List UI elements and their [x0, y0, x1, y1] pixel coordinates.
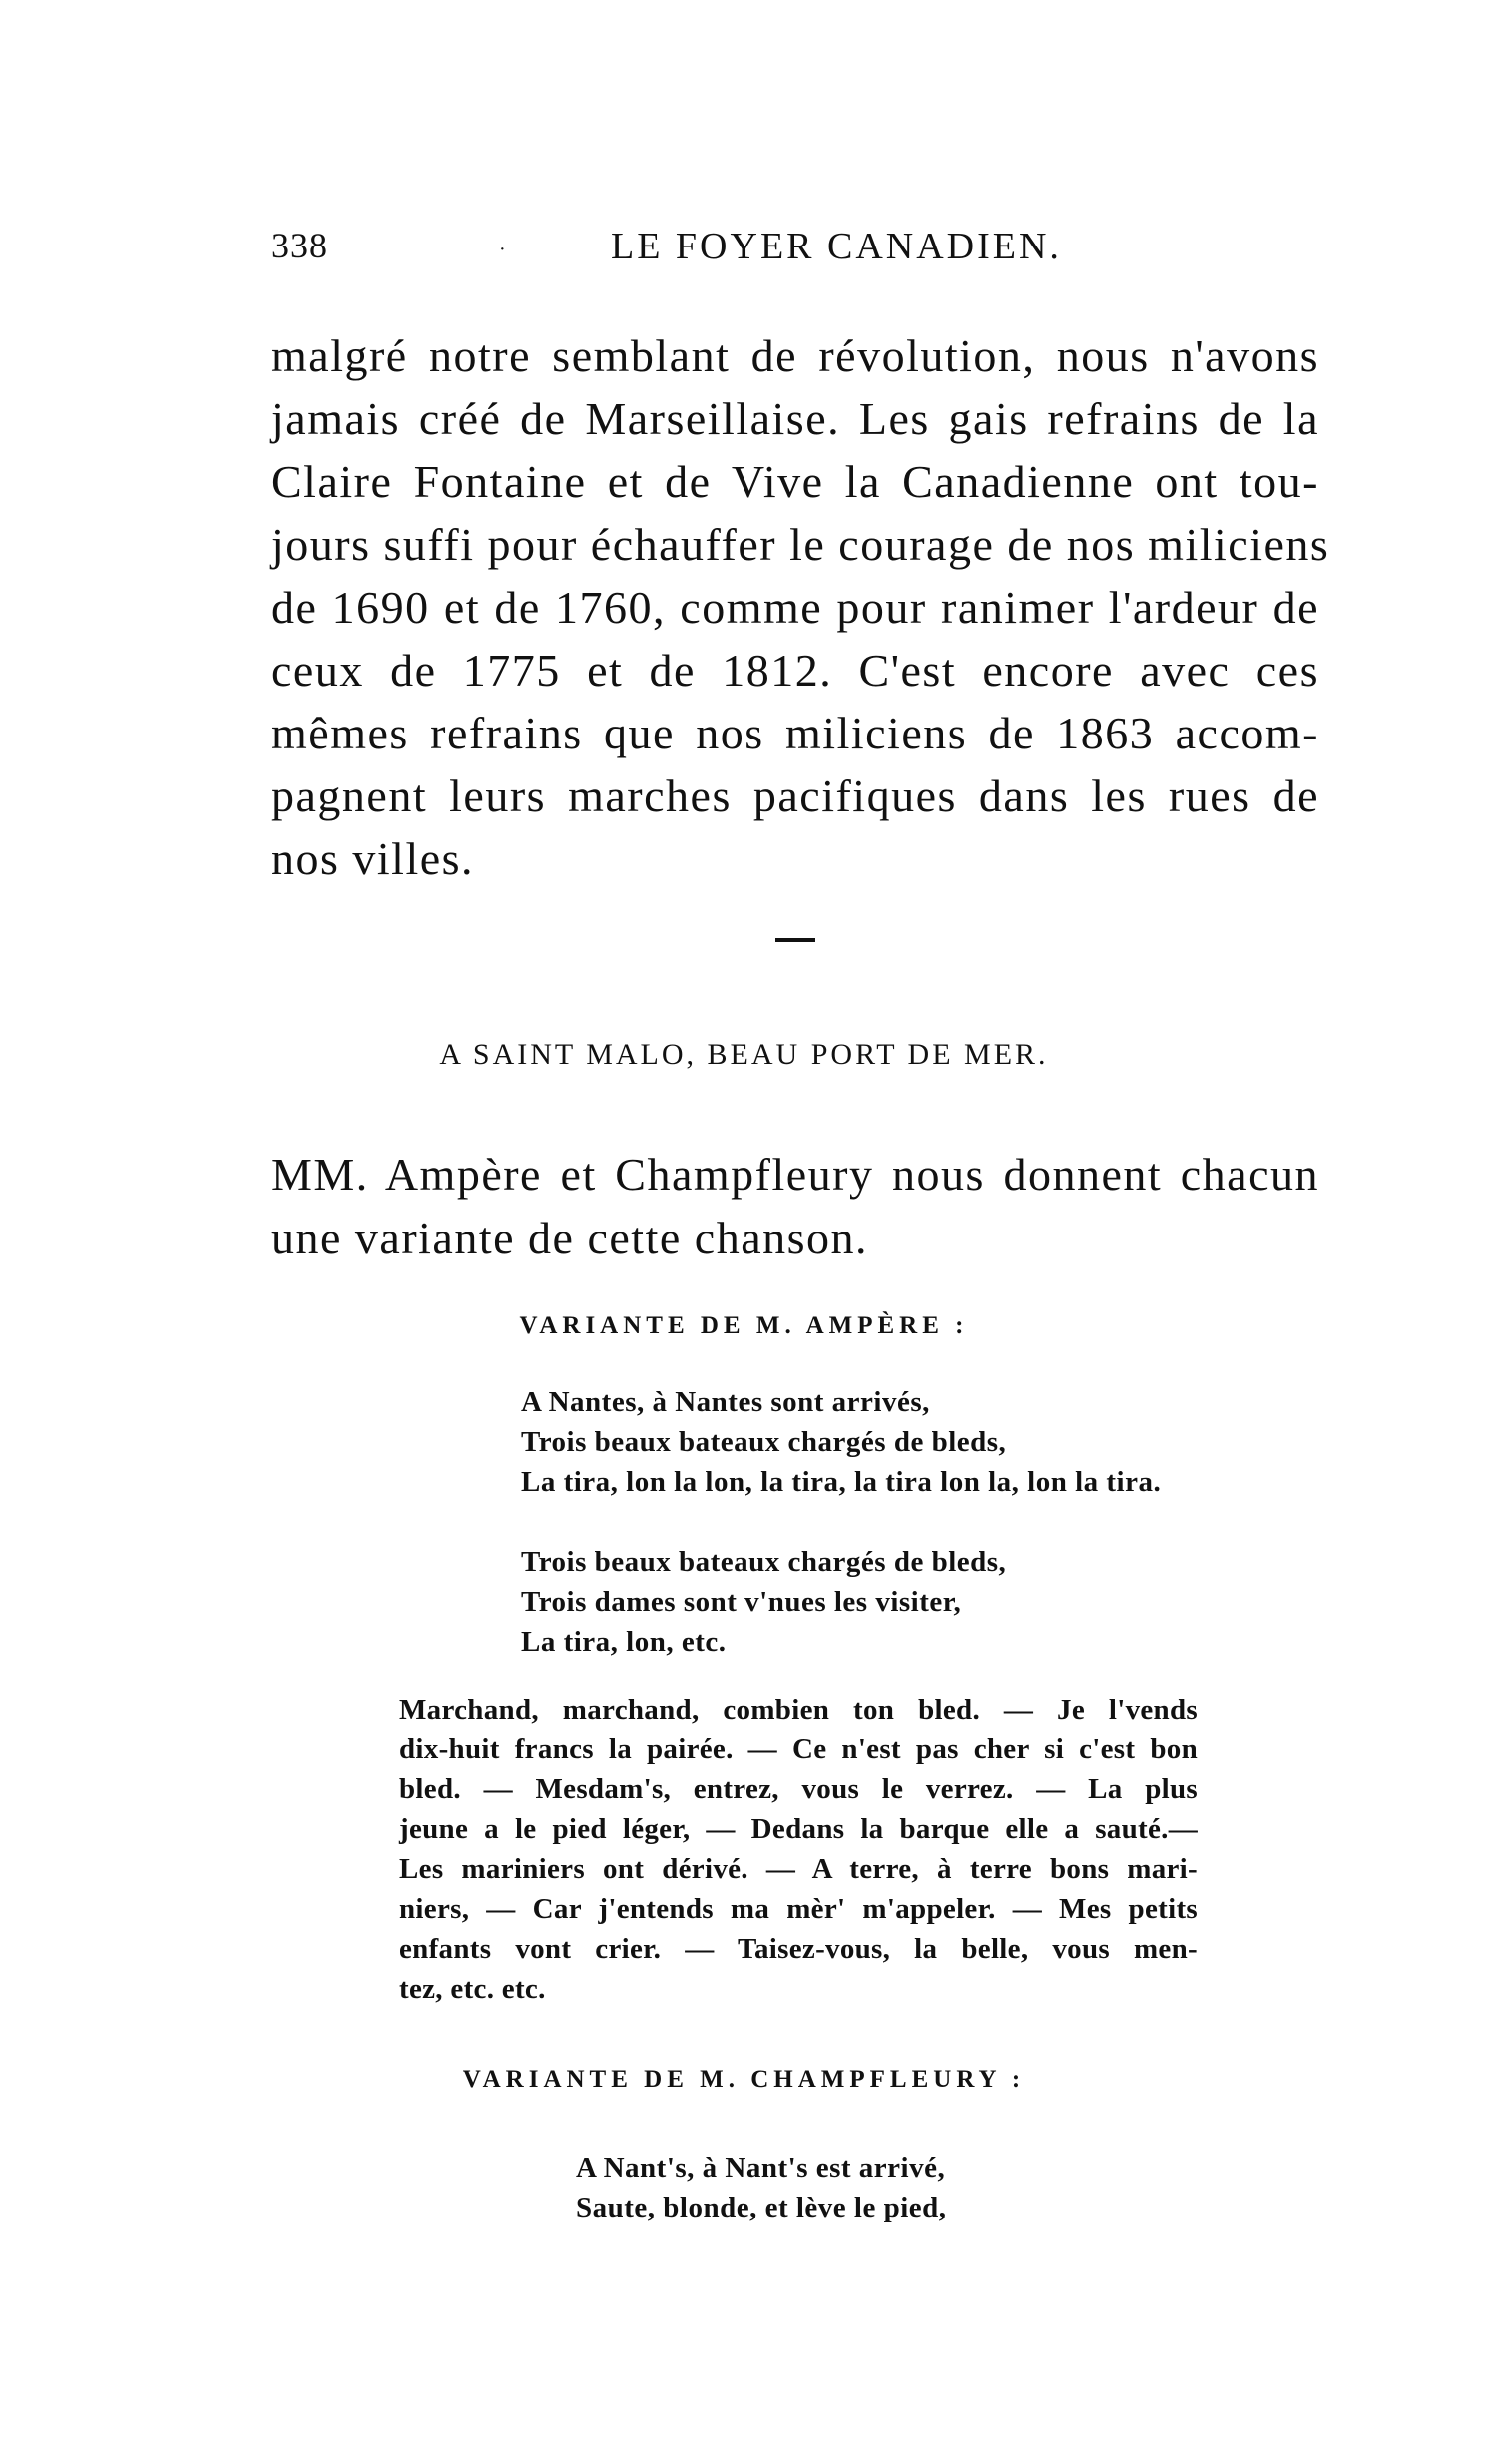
variant-ampere-heading: VARIANTE DE M. AMPÈRE : — [519, 1312, 969, 1339]
verse-line: Trois dames sont v'nues les visiter, — [521, 1586, 962, 1618]
ampere-stanza-2 — [521, 1542, 1006, 1662]
main-paragraph — [271, 324, 1330, 890]
paragraph-line: malgré notre semblant de révolution, nous n'avons — [271, 330, 1319, 381]
ampere-stanza-1 — [521, 1382, 1161, 1502]
page-number: 338 — [271, 226, 328, 265]
prose-line: dix-huit francs la pairée. — Ce n'est pas cher si c'est bon — [399, 1733, 1198, 1765]
prose-line: bled. — Mesdam's, entrez, vous le verrez. — La plus — [399, 1773, 1198, 1805]
intro-line: MM. Ampère et Champfleury nous donnent chacun — [271, 1149, 1319, 1200]
verse-line: A Nant's, à Nant's est arrivé, — [576, 2152, 946, 2184]
verse-line: Trois beaux bateaux chargés de bleds, — [521, 1426, 1007, 1458]
prose-line: Marchand, marchand, combien ton bled. — Je l'vends — [399, 1694, 1198, 1725]
intro-paragraph — [271, 1143, 1319, 1270]
paragraph-line: nos villes. — [271, 833, 475, 884]
running-title: LE FOYER CANADIEN. — [611, 226, 1062, 267]
paragraph-line: jamais créé de Marseillaise. Les gais refrains de la — [271, 393, 1319, 444]
prose-line: jeune a le pied léger, — Dedans la barque elle a sauté.— — [399, 1813, 1198, 1845]
section-divider — [775, 938, 815, 942]
variant-champfleury-heading: VARIANTE DE M. CHAMPFLEURY : — [462, 2066, 1026, 2093]
page-header — [271, 225, 1319, 284]
paragraph-line: jours suffi pour échauffer le courage de nos miliciens — [271, 519, 1330, 570]
verse-line: A Nantes, à Nantes sont arrivés, — [521, 1386, 930, 1418]
ampere-prose — [399, 1690, 1198, 2009]
prose-line: niers, — Car j'entends ma mèr' m'appeler. — Mes petits — [399, 1893, 1198, 1925]
section-title: A SAINT MALO, BEAU PORT DE MER. — [439, 1038, 1049, 1071]
verse-line: La tira, lon, etc. — [521, 1626, 727, 1658]
prose-line: Les mariniers ont dérivé. — A terre, à terre bons mari- — [399, 1853, 1198, 1885]
verse-line: Saute, blonde, et lève le pied, — [576, 2192, 947, 2223]
paragraph-line: pagnent leurs marches pacifiques dans les rues de — [271, 770, 1319, 821]
prose-line: tez, etc. etc. — [399, 1973, 546, 2005]
verse-line: Trois beaux bateaux chargés de bleds, — [521, 1546, 1007, 1578]
prose-line: enfants vont crier. — Taisez-vous, la belle, vous men- — [399, 1933, 1198, 1965]
paragraph-line: de 1690 et de 1760, comme pour ranimer l'ardeur de — [271, 582, 1319, 633]
champfleury-stanza — [576, 2148, 947, 2227]
paragraph-line: mêmes refrains que nos miliciens de 1863 accom- — [271, 708, 1319, 758]
verse-line: La tira, lon la lon, la tira, la tira lon la, lon la tira. — [521, 1466, 1162, 1498]
paragraph-line: ceux de 1775 et de 1812. C'est encore avec ces — [271, 645, 1319, 696]
intro-line: une variante de cette chanson. — [271, 1213, 869, 1263]
paragraph-line: Claire Fontaine et de Vive la Canadienne ont tou- — [271, 456, 1319, 507]
header-ornament: · — [499, 239, 506, 260]
